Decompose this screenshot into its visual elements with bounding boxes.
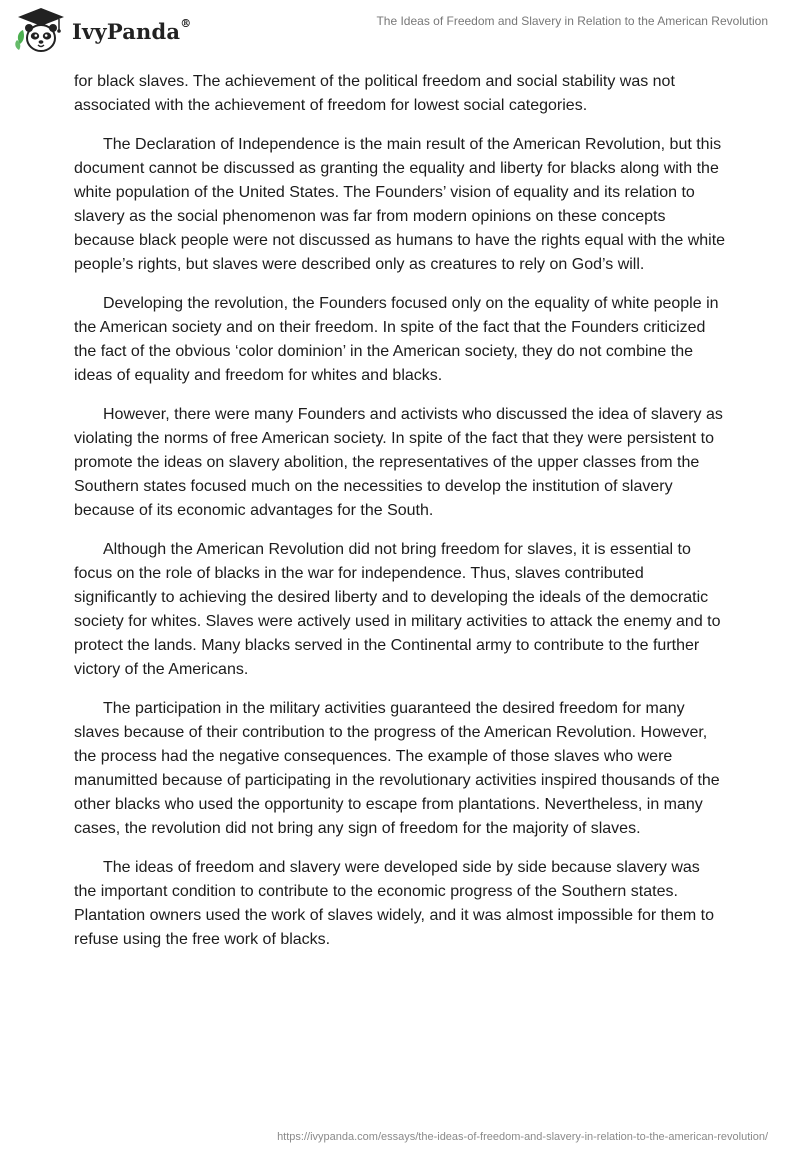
page-header (0, 0, 800, 60)
brand-name: IvyPanda® (72, 16, 192, 44)
brand-logo[interactable] (14, 6, 191, 56)
source-url[interactable]: https://ivypanda.com/essays/the-ideas-of-freedom-and-slavery-in-relation-to-the-american-revolution/ (277, 1131, 768, 1143)
paragraph: However, there were many Founders and activists who discussed the idea of slavery as violating the norms of free American society. In spite of the fact that they were persistent to promote the ideas on slavery abolition, the representatives of the upper classes from the Southern states focused much on the necessities to develop the institution of slavery because of its economic advantages for the South. (74, 406, 723, 519)
paragraph: The ideas of freedom and slavery were developed side by side because slavery was the important condition to contribute to the economic progress of the Southern states. Plantation owners used the work of slaves widely, and it was almost impossible for them to refuse using the free work of blacks. (74, 859, 714, 948)
paragraph: The participation in the military activities guaranteed the desired freedom for many slaves because of their contribution to the progress of the American Revolution. However, the process had the negative consequences. The example of those slaves who were manumitted because of participating in the revolutionary activities inspired thousands of the other blacks who used the opportunity to escape from plantations. Nevertheless, in many cases, the revolution did not bring any sign of freedom for the majority of slaves. (74, 700, 720, 837)
paragraph: Although the American Revolution did not bring freedom for slaves, it is essential to focus on the role of blacks in the war for independence. Thus, slaves contributed significantly to achieving the desired liberty and to developing the ideals of the democratic society for whites. Slaves were actively used in military activities to attack the enemy and to protect the lands. Many blacks served in the Continental army to contribute to the further victory of the Americans. (74, 541, 721, 678)
panda-logo-icon (14, 6, 68, 56)
paragraph: for black slaves. The achievement of the political freedom and social stability was not associated with the achievement of freedom for lowest social categories. (74, 73, 675, 114)
document-title: The Ideas of Freedom and Slavery in Relation to the American Revolution (376, 14, 768, 28)
paragraph: The Declaration of Independence is the main result of the American Revolution, but this document cannot be discussed as granting the equality and liberty for blacks along with the white population of the United States. The Founders’ vision of equality and its relation to slavery as the social phenomenon was far from modern opinions on these concepts because black people were not discussed as humans to have the rights equal with the white people’s rights, but slaves were described only as creatures to rely on God’s will. (74, 136, 726, 273)
paragraph: Developing the revolution, the Founders focused only on the equality of white people in the American society and on their freedom. In spite of the fact that the Founders criticized the fact of the obvious ‘color dominion’ in the American society, they do not combine the ideas of equality and freedom for whites and blacks. (74, 295, 719, 384)
essay-body (74, 70, 726, 967)
